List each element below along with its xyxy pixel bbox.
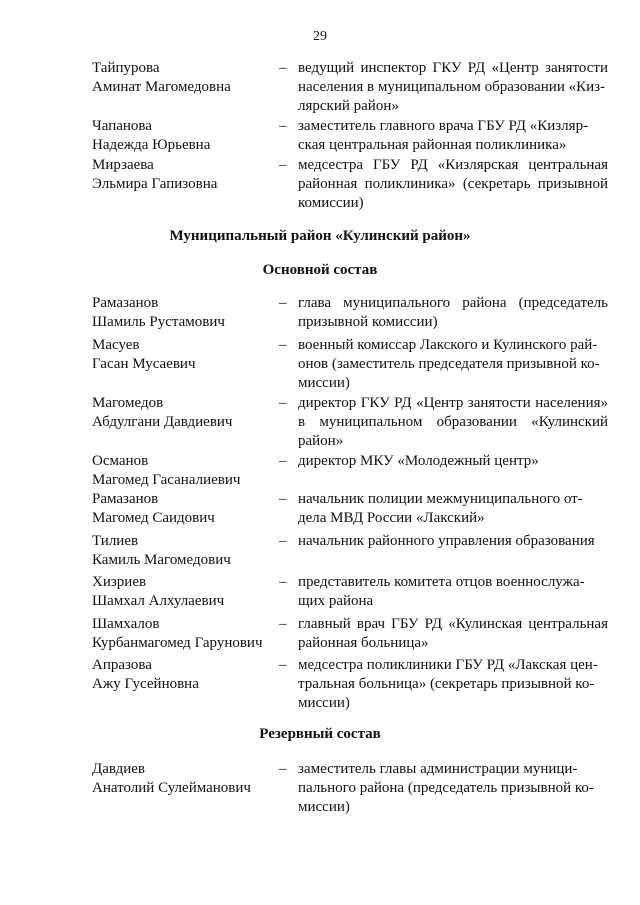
member-role: глава муниципального района (председатель призывной комиссии) (298, 295, 608, 330)
member-name: Рамазанов Шамиль Рустамович (92, 295, 225, 330)
dash: – (279, 453, 287, 469)
dash: – (279, 337, 287, 353)
dash: – (279, 657, 287, 673)
reserve-composition-heading: Резервный состав (259, 726, 381, 742)
member-name: Хизриев Шамхал Алхулаевич (92, 574, 225, 609)
member-role: ведущий инспектор ГКУ РД «Центр занятости населения в муниципальном образовании «Киз- лярский район» (298, 60, 608, 114)
member-role: директор ГКУ РД «Центр занятости населения» в муниципальном образовании «Кулинский район» (298, 395, 608, 449)
dash: – (279, 395, 287, 411)
dash: – (279, 616, 287, 632)
dash: – (279, 295, 287, 311)
dash: – (279, 60, 287, 76)
member-name: Тилиев Камиль Магомедович (92, 533, 231, 568)
member-name: Давдиев Анатолий Сулейманович (92, 761, 251, 796)
member-name: Магомедов Абдулгани Давдиевич (92, 395, 233, 430)
member-role: заместитель главы администрации муници- пального района (председатель призывной ко- миссии) (298, 761, 594, 815)
member-name: Апразова Ажу Гусейновна (92, 657, 199, 692)
member-name: Тайпурова Аминат Магомедовна (92, 60, 231, 95)
dash: – (279, 533, 287, 549)
member-role: директор МКУ «Молодежный центр» (298, 453, 539, 469)
main-composition-heading: Основной состав (262, 262, 378, 278)
dash: – (279, 118, 287, 134)
list-item (92, 156, 608, 236)
member-role: главный врач ГБУ РД «Кулинская центральная районная больница» (298, 616, 608, 651)
district-heading: Муниципальный район «Кулинский район» (169, 228, 471, 244)
member-name: Османов Магомед Гасаналиевич (92, 453, 241, 488)
list-item (92, 760, 608, 840)
member-role: заместитель главного врача ГБУ РД «Кизляр- ская центральная районная поликлиника» (298, 118, 589, 153)
member-role: представитель комитета отцов военнослужа- щих района (298, 574, 585, 609)
dash: – (279, 761, 287, 777)
dash: – (279, 491, 287, 507)
member-role: начальник районного управления образования (298, 533, 595, 549)
member-role: военный комиссар Лакского и Кулинского рай- онов (заместитель председателя призывной ко- миссии) (298, 337, 600, 391)
page-number: 29 (313, 29, 327, 44)
dash: – (279, 157, 287, 173)
member-name: Чапанова Надежда Юрьевна (92, 118, 211, 153)
member-role: начальник полиции межмуниципального от- дела МВД России «Лакский» (298, 491, 583, 526)
dash: – (279, 574, 287, 590)
member-name: Рамазанов Магомед Саидович (92, 491, 215, 526)
list-item (92, 656, 608, 736)
member-role: медсестра ГБУ РД «Кизлярская центральная районная поликлиника» (секретарь призывной комиссии) (298, 157, 608, 211)
member-name: Шамхалов Курбанмагомед Гарунович (92, 616, 263, 651)
member-name: Масуев Гасан Мусаевич (92, 337, 196, 372)
member-name: Мирзаева Эльмира Гапизовна (92, 157, 218, 192)
member-role: медсестра поликлиники ГБУ РД «Лакская цен- тральная больница» (секретарь призывной ко- миссии) (298, 657, 598, 711)
